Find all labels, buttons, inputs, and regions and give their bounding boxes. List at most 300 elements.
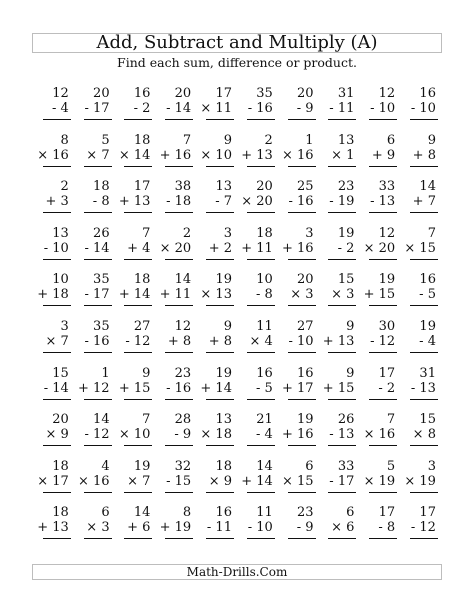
problem-top-number: 19: [378, 272, 396, 288]
answer-line: [124, 492, 152, 493]
answer-line: [43, 119, 71, 120]
problem-operator-and-number: - 17: [84, 287, 110, 303]
answer-line: [247, 538, 275, 539]
answer-line: [410, 166, 438, 167]
answer-line: [84, 399, 112, 400]
problem-operator-and-number: × 15: [404, 240, 436, 256]
problem-top-number: 20: [174, 86, 192, 101]
problem-operator-and-number: - 10: [370, 101, 396, 116]
math-problem: [197, 366, 238, 413]
problem-top-number: 7: [182, 132, 192, 148]
problem-operator-and-number: × 16: [282, 147, 314, 163]
problem-operator-and-number: + 13: [37, 520, 69, 536]
answer-line: [165, 166, 193, 167]
answer-line: [84, 259, 112, 260]
math-problem: [156, 366, 197, 413]
math-problem: [75, 319, 116, 366]
answer-line: [288, 399, 316, 400]
answer-line: [288, 119, 316, 120]
math-problem: [320, 459, 361, 506]
problem-operator-and-number: - 16: [247, 101, 273, 116]
problem-operator-and-number: × 3: [331, 287, 355, 303]
problem-top-number: 9: [223, 318, 232, 334]
answer-line: [369, 259, 397, 260]
problem-operator-and-number: × 4: [249, 333, 273, 349]
problem-top-number: 31: [337, 86, 355, 101]
math-problem: [34, 505, 75, 552]
problem-top-number: 33: [337, 458, 355, 474]
math-problem: [34, 133, 75, 180]
worksheet-title: Add, Subtract and Multiply (A): [32, 33, 442, 53]
answer-line: [124, 445, 152, 446]
problem-top-number: 3: [60, 318, 69, 334]
problem-operator-and-number: + 12: [78, 380, 110, 396]
problem-operator-and-number: - 13: [410, 380, 436, 396]
problem-operator-and-number: - 5: [419, 287, 436, 303]
problem-top-number: 17: [378, 365, 396, 381]
math-problem: [197, 272, 238, 319]
problem-top-number: 16: [215, 505, 232, 521]
problem-operator-and-number: × 3: [86, 520, 110, 536]
problem-operator-and-number: - 5: [255, 380, 273, 396]
math-problem: [279, 319, 320, 366]
math-problem: [279, 366, 320, 413]
answer-line: [288, 212, 316, 213]
problem-operator-and-number: × 7: [86, 147, 110, 163]
math-problem: [320, 366, 361, 413]
math-problem: [238, 86, 279, 133]
math-problem: [197, 179, 238, 226]
problem-top-number: 9: [142, 365, 151, 381]
problem-operator-and-number: - 15: [166, 473, 192, 489]
answer-line: [369, 119, 397, 120]
problem-operator-and-number: + 6: [127, 520, 151, 536]
math-problem: [34, 179, 75, 226]
problem-top-number: 17: [215, 86, 232, 101]
problem-operator-and-number: + 19: [159, 520, 192, 536]
answer-line: [247, 399, 275, 400]
problem-operator-and-number: - 4: [52, 101, 69, 116]
problem-operator-and-number: × 17: [37, 473, 69, 489]
answer-line: [43, 259, 71, 260]
answer-line: [247, 445, 275, 446]
problem-operator-and-number: - 9: [296, 520, 314, 536]
math-problem: [360, 272, 401, 319]
problem-operator-and-number: + 8: [412, 147, 436, 163]
math-problem: [75, 86, 116, 133]
problem-operator-and-number: - 14: [166, 101, 192, 116]
math-problem: [320, 86, 361, 133]
answer-line: [124, 352, 152, 353]
math-problem: [34, 319, 75, 366]
problem-operator-and-number: - 12: [370, 333, 396, 349]
answer-line: [369, 305, 397, 306]
math-problem: [238, 505, 279, 552]
problem-operator-and-number: + 8: [167, 333, 192, 349]
problem-top-number: 11: [256, 318, 273, 334]
problem-top-number: 9: [346, 365, 355, 381]
answer-line: [328, 538, 356, 539]
answer-line: [124, 212, 152, 213]
problem-top-number: 12: [174, 318, 192, 334]
problem-top-number: 38: [174, 179, 192, 195]
math-problem: [279, 179, 320, 226]
problem-top-number: 6: [305, 458, 314, 474]
problem-operator-and-number: × 14: [118, 147, 151, 163]
math-problem: [116, 86, 157, 133]
problem-top-number: 7: [386, 412, 396, 428]
answer-line: [84, 445, 112, 446]
math-problem: [75, 412, 116, 459]
math-problem: [116, 366, 157, 413]
problem-top-number: 18: [133, 272, 151, 288]
answer-line: [165, 259, 193, 260]
answer-line: [165, 119, 193, 120]
problem-operator-and-number: - 12: [125, 333, 151, 349]
answer-line: [369, 399, 397, 400]
math-problem: [401, 412, 442, 459]
math-problem: [238, 366, 279, 413]
worksheet-instructions: Find each sum, difference or product.: [117, 55, 357, 70]
math-problem: [156, 459, 197, 506]
answer-line: [43, 492, 71, 493]
answer-line: [247, 166, 275, 167]
math-problem: [360, 505, 401, 552]
problem-operator-and-number: + 14: [200, 380, 232, 396]
answer-line: [328, 445, 356, 446]
problem-operator-and-number: - 16: [288, 194, 314, 210]
answer-line: [124, 166, 152, 167]
problem-top-number: 16: [133, 86, 151, 101]
math-problem: [320, 226, 361, 273]
math-problem: [34, 86, 75, 133]
answer-line: [165, 305, 193, 306]
answer-line: [206, 399, 234, 400]
math-problem: [197, 319, 238, 366]
problem-operator-and-number: × 13: [200, 287, 232, 303]
problem-top-number: 13: [337, 132, 355, 148]
problem-top-number: 19: [337, 225, 355, 241]
answer-line: [165, 445, 193, 446]
math-problem: [197, 86, 238, 133]
answer-line: [288, 538, 316, 539]
answer-line: [369, 445, 397, 446]
math-problem: [238, 133, 279, 180]
problem-top-number: 13: [215, 179, 232, 195]
problem-top-number: 18: [93, 179, 110, 195]
problem-operator-and-number: + 16: [282, 427, 314, 443]
math-problem: [320, 319, 361, 366]
problem-operator-and-number: × 8: [412, 427, 436, 443]
answer-line: [206, 212, 234, 213]
math-problem: [360, 133, 401, 180]
problem-operator-and-number: - 10: [288, 333, 314, 349]
math-problem: [75, 226, 116, 273]
problem-top-number: 20: [256, 179, 273, 195]
answer-line: [328, 399, 356, 400]
problem-operator-and-number: + 11: [159, 287, 192, 303]
answer-line: [288, 305, 316, 306]
answer-line: [84, 119, 112, 120]
problem-top-number: 33: [378, 179, 396, 195]
math-problem: [156, 412, 197, 459]
math-problem: [75, 505, 116, 552]
problem-operator-and-number: - 8: [92, 194, 110, 210]
math-problem: [116, 179, 157, 226]
problem-operator-and-number: - 12: [84, 427, 110, 443]
answer-line: [124, 119, 152, 120]
problem-operator-and-number: - 13: [370, 194, 396, 210]
math-problem: [279, 459, 320, 506]
answer-line: [410, 259, 438, 260]
problem-top-number: 20: [297, 272, 314, 288]
answer-line: [328, 119, 356, 120]
answer-line: [206, 492, 234, 493]
problem-operator-and-number: + 2: [208, 240, 232, 256]
answer-line: [165, 352, 193, 353]
problem-top-number: 7: [427, 225, 436, 241]
answer-line: [165, 538, 193, 539]
problem-top-number: 18: [52, 458, 69, 474]
problem-top-number: 9: [223, 132, 232, 148]
problem-top-number: 17: [419, 505, 436, 521]
problem-operator-and-number: - 2: [133, 101, 151, 116]
answer-line: [206, 166, 234, 167]
math-problem: [360, 226, 401, 273]
problem-top-number: 20: [297, 86, 314, 101]
problem-top-number: 10: [256, 272, 273, 288]
answer-line: [288, 166, 316, 167]
problem-top-number: 23: [337, 179, 355, 195]
math-problem: [75, 459, 116, 506]
answer-line: [247, 259, 275, 260]
problem-top-number: 21: [256, 412, 273, 428]
problem-top-number: 16: [256, 365, 273, 381]
answer-line: [84, 166, 112, 167]
problem-top-number: 23: [174, 365, 192, 381]
problem-top-number: 18: [133, 132, 151, 148]
problem-operator-and-number: + 15: [118, 380, 151, 396]
problem-operator-and-number: - 9: [174, 427, 192, 443]
math-problem: [401, 226, 442, 273]
problem-operator-and-number: - 17: [84, 101, 110, 116]
answer-line: [247, 492, 275, 493]
answer-line: [369, 352, 397, 353]
math-problem: [34, 226, 75, 273]
math-problem: [360, 86, 401, 133]
math-problem: [238, 459, 279, 506]
problem-operator-and-number: - 11: [206, 520, 232, 536]
answer-line: [124, 399, 152, 400]
problem-operator-and-number: + 17: [282, 380, 314, 396]
problem-top-number: 18: [256, 225, 273, 241]
problem-operator-and-number: - 14: [43, 380, 69, 396]
answer-line: [328, 166, 356, 167]
math-problem: [116, 412, 157, 459]
problem-operator-and-number: - 2: [337, 240, 355, 256]
answer-line: [410, 352, 438, 353]
math-problem: [360, 179, 401, 226]
math-problem: [75, 133, 116, 180]
problem-operator-and-number: × 16: [363, 427, 396, 443]
math-problem: [320, 133, 361, 180]
math-problem: [197, 459, 238, 506]
problem-top-number: 8: [182, 505, 192, 521]
math-problem: [279, 133, 320, 180]
problem-top-number: 27: [133, 318, 151, 334]
answer-line: [369, 166, 397, 167]
problem-operator-and-number: × 10: [200, 147, 232, 163]
math-problem: [279, 272, 320, 319]
problem-operator-and-number: - 4: [419, 333, 436, 349]
math-problem: [75, 272, 116, 319]
problem-top-number: 7: [142, 225, 151, 241]
math-problem: [116, 226, 157, 273]
problem-top-number: 6: [101, 505, 110, 521]
problem-operator-and-number: × 9: [45, 427, 69, 443]
problem-operator-and-number: × 18: [200, 427, 232, 443]
problem-top-number: 14: [93, 412, 110, 428]
answer-line: [206, 538, 234, 539]
answer-line: [247, 212, 275, 213]
math-problem: [197, 226, 238, 273]
answer-line: [410, 305, 438, 306]
problem-operator-and-number: × 11: [200, 101, 232, 116]
problem-top-number: 23: [297, 505, 314, 521]
problem-top-number: 30: [378, 318, 396, 334]
problem-top-number: 4: [101, 458, 110, 474]
problem-operator-and-number: + 18: [37, 287, 69, 303]
problem-top-number: 16: [297, 365, 314, 381]
problem-top-number: 1: [305, 132, 314, 148]
problem-operator-and-number: + 3: [45, 194, 69, 210]
answer-line: [247, 119, 275, 120]
problem-operator-and-number: × 16: [78, 473, 110, 489]
answer-line: [369, 538, 397, 539]
problem-top-number: 20: [93, 86, 110, 101]
answer-line: [410, 119, 438, 120]
problem-top-number: 9: [346, 318, 355, 334]
math-problem: [75, 366, 116, 413]
problem-operator-and-number: - 13: [329, 427, 355, 443]
problem-top-number: 14: [256, 458, 273, 474]
answer-line: [328, 352, 356, 353]
answer-line: [410, 399, 438, 400]
math-problem: [75, 179, 116, 226]
problem-operator-and-number: + 16: [282, 240, 314, 256]
problem-operator-and-number: + 14: [241, 473, 273, 489]
math-problem: [360, 412, 401, 459]
answer-line: [124, 305, 152, 306]
answer-line: [206, 445, 234, 446]
problem-operator-and-number: - 10: [43, 240, 69, 256]
answer-line: [288, 492, 316, 493]
problem-top-number: 20: [52, 412, 69, 428]
answer-line: [84, 212, 112, 213]
problem-operator-and-number: + 9: [371, 147, 396, 163]
answer-line: [206, 352, 234, 353]
problem-top-number: 35: [93, 318, 110, 334]
problem-top-number: 26: [337, 412, 355, 428]
math-problem: [360, 459, 401, 506]
problem-top-number: 35: [256, 86, 273, 101]
answer-line: [84, 492, 112, 493]
answer-line: [84, 538, 112, 539]
math-problem: [401, 133, 442, 180]
math-problem: [34, 366, 75, 413]
problem-top-number: 35: [93, 272, 110, 288]
problem-operator-and-number: × 9: [208, 473, 232, 489]
problem-top-number: 18: [215, 458, 232, 474]
problem-operator-and-number: × 20: [363, 240, 396, 256]
problem-operator-and-number: - 8: [255, 287, 273, 303]
answer-line: [328, 212, 356, 213]
math-problem: [238, 319, 279, 366]
problem-top-number: 10: [52, 272, 69, 288]
math-problem: [116, 272, 157, 319]
answer-line: [369, 212, 397, 213]
math-problem: [156, 133, 197, 180]
problem-operator-and-number: + 15: [363, 287, 396, 303]
answer-line: [165, 399, 193, 400]
problem-top-number: 15: [419, 412, 436, 428]
problem-operator-and-number: × 19: [363, 473, 396, 489]
problem-operator-and-number: + 4: [127, 240, 151, 256]
problem-operator-and-number: + 7: [412, 194, 436, 210]
problem-operator-and-number: - 9: [296, 101, 314, 116]
answer-line: [410, 212, 438, 213]
problem-operator-and-number: - 18: [166, 194, 192, 210]
math-problem: [156, 319, 197, 366]
problem-operator-and-number: × 16: [37, 147, 69, 163]
answer-line: [328, 492, 356, 493]
math-problem: [156, 505, 197, 552]
problem-operator-and-number: - 12: [410, 520, 436, 536]
problem-top-number: 11: [256, 505, 273, 521]
problem-operator-and-number: + 13: [118, 194, 151, 210]
problem-operator-and-number: - 8: [378, 520, 396, 536]
math-problem: [360, 319, 401, 366]
math-problem: [279, 505, 320, 552]
problem-operator-and-number: × 1: [331, 147, 355, 163]
problem-top-number: 28: [174, 412, 192, 428]
math-problem: [279, 226, 320, 273]
problem-operator-and-number: - 11: [329, 101, 355, 116]
problem-top-number: 9: [427, 132, 436, 148]
problem-top-number: 27: [297, 318, 314, 334]
math-problem: [197, 412, 238, 459]
math-problem: [34, 459, 75, 506]
math-problem: [238, 272, 279, 319]
problem-top-number: 13: [215, 412, 232, 428]
math-problem: [156, 86, 197, 133]
answer-line: [288, 445, 316, 446]
problem-operator-and-number: - 14: [84, 240, 110, 256]
answer-line: [288, 259, 316, 260]
problem-top-number: 2: [182, 225, 192, 241]
answer-line: [43, 445, 71, 446]
problem-operator-and-number: - 4: [255, 427, 273, 443]
problem-operator-and-number: × 10: [118, 427, 151, 443]
problem-operator-and-number: + 16: [159, 147, 192, 163]
problem-operator-and-number: + 11: [241, 240, 273, 256]
problem-operator-and-number: - 16: [166, 380, 192, 396]
problem-top-number: 19: [419, 318, 436, 334]
answer-line: [43, 352, 71, 353]
answer-line: [165, 492, 193, 493]
problem-top-number: 17: [378, 505, 396, 521]
problem-operator-and-number: - 7: [215, 194, 232, 210]
